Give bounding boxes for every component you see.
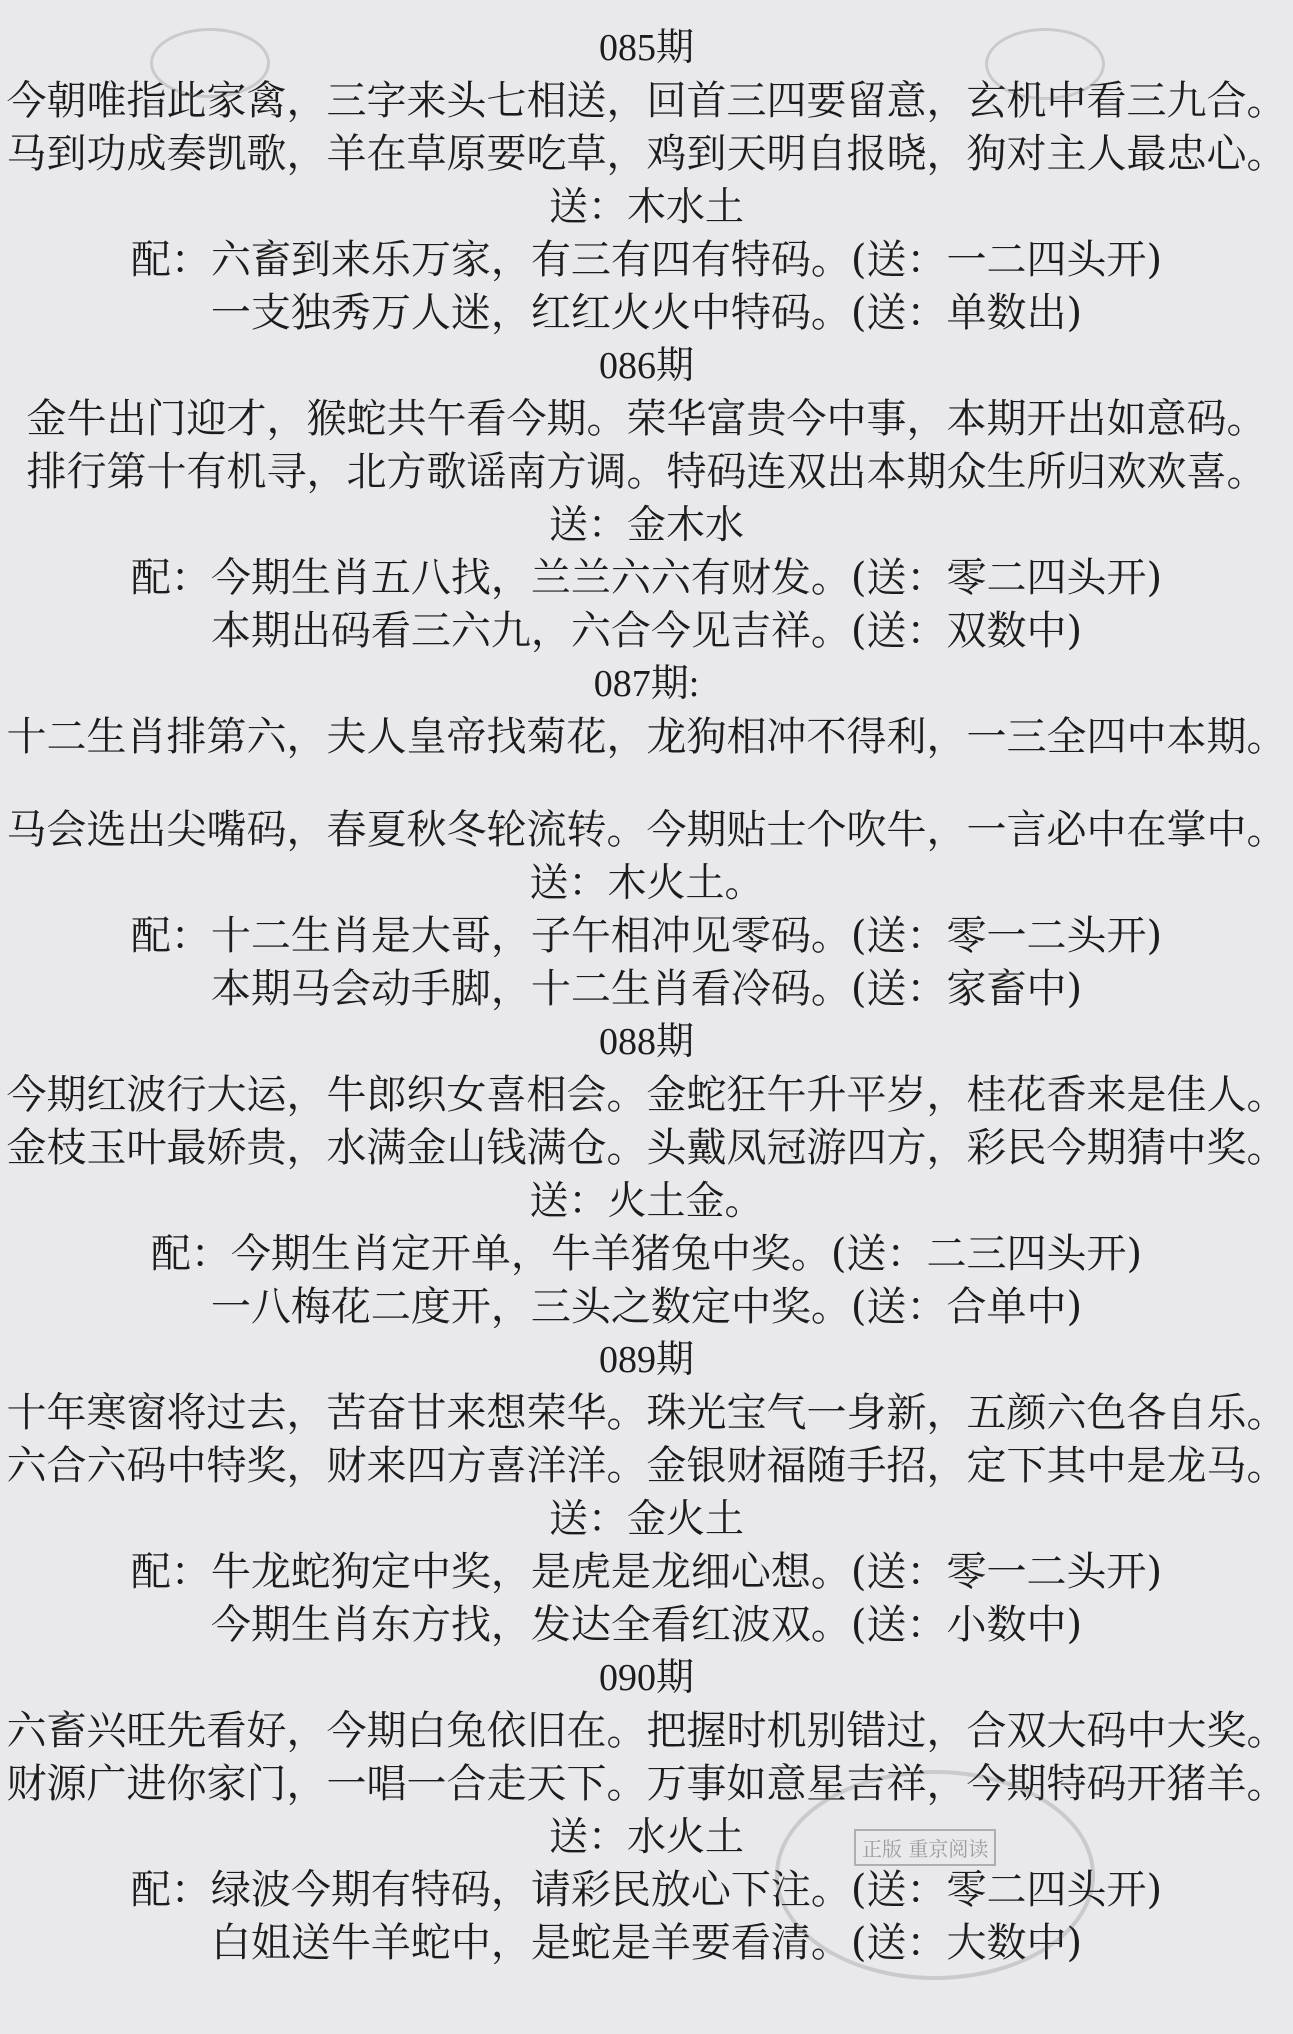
match-line: 配：牛龙蛇狗定中奖，是虎是龙细心想。(送：零一二头开) xyxy=(130,1549,1163,1595)
seal-stamp-top-right xyxy=(985,28,1105,100)
period-heading: 088期 xyxy=(598,1021,694,1063)
stamp-label: 正版 重京阅读 xyxy=(854,1829,996,1866)
period-heading: 086期 xyxy=(598,345,694,387)
period-heading: 089期 xyxy=(598,1339,694,1381)
verse-line: 十二生肖排第六，夫人皇帝找菊花，龙狗相冲不得利，一三全四中本期。 xyxy=(6,714,1287,760)
send-line: 送：木水土 xyxy=(548,185,744,230)
match-line: 白姐送牛羊蛇中，是蛇是羊要看清。(送：大数中) xyxy=(210,1920,1083,1966)
verse-line: 六合六码中特奖，财来四方喜洋洋。金银财福随手招，定下其中是龙马。 xyxy=(6,1443,1287,1489)
match-line: 配：十二生肖是大哥，子午相冲见零码。(送：零一二头开) xyxy=(130,913,1163,959)
verse-line: 排行第十有机寻，北方歌谣南方调。特码连双出本期众生所归欢欢喜。 xyxy=(26,449,1267,495)
verse-line: 财源广进你家门，一唱一合走天下。万事如意星吉祥，今期特码开猪羊。 xyxy=(6,1761,1287,1807)
verse-line: 十年寒窗将过去，苦奋甘来想荣华。珠光宝气一身新，五颜六色各自乐。 xyxy=(6,1390,1287,1436)
period-heading: 090期 xyxy=(598,1657,694,1699)
verse-line: 金牛出门迎才，猴蛇共午看今期。荣华富贵今中事，本期开出如意码。 xyxy=(26,396,1267,442)
seal-stamp-bottom-right xyxy=(775,1770,1095,1980)
match-line: 一八梅花二度开，三头之数定中奖。(送：合单中) xyxy=(210,1284,1083,1330)
send-line: 送：金木水 xyxy=(548,503,744,548)
send-line: 送：金火土 xyxy=(548,1497,744,1542)
match-line: 配：绿波今期有特码，请彩民放心下注。(送：零二四头开) xyxy=(130,1867,1163,1913)
send-line: 送：木火土。 xyxy=(529,861,764,906)
verse-line: 今朝唯指此家禽，三字来头七相送，回首三四要留意，玄机中看三九合。 xyxy=(6,78,1287,124)
verse-line: 金枝玉叶最娇贵，水满金山钱满仓。头戴凤冠游四方，彩民今期猜中奖。 xyxy=(6,1125,1287,1171)
send-line: 送：水火土 xyxy=(548,1815,744,1860)
blank-spacer xyxy=(0,764,1293,804)
match-line: 本期出码看三六九，六合今见吉祥。(送：双数中) xyxy=(210,608,1083,654)
match-line: 配：六畜到来乐万家，有三有四有特码。(送：一二四头开) xyxy=(130,237,1163,283)
text-body xyxy=(0,22,1293,1970)
verse-line: 马到功成奏凯歌，羊在草原要吃草，鸡到天明自报晓，狗对主人最忠心。 xyxy=(6,131,1287,177)
verse-line: 今期红波行大运，牛郎织女喜相会。金蛇狂午升平岁，桂花香来是佳人。 xyxy=(6,1072,1287,1118)
match-line: 配：今期生肖五八找，兰兰六六有财发。(送：零二四头开) xyxy=(130,555,1163,601)
match-line: 今期生肖东方找，发达全看红波双。(送：小数中) xyxy=(210,1602,1083,1648)
verse-line: 马会选出尖嘴码，春夏秋冬轮流转。今期贴士个吹牛，一言必中在掌中。 xyxy=(6,807,1287,853)
match-line: 一支独秀万人迷，红红火火中特码。(送：单数出) xyxy=(210,290,1083,336)
period-heading: 087期: xyxy=(593,663,700,705)
seal-stamp-top-left xyxy=(150,28,270,98)
verse-line: 六畜兴旺先看好，今期白兔依旧在。把握时机别错过，合双大码中大奖。 xyxy=(6,1708,1287,1754)
period-heading: 085期 xyxy=(598,27,694,69)
match-line: 本期马会动手脚，十二生肖看冷码。(送：家畜中) xyxy=(210,966,1083,1012)
send-line: 送：火土金。 xyxy=(529,1179,764,1224)
match-line: 配：今期生肖定开单，牛羊猪兔中奖。(送：二三四头开) xyxy=(150,1231,1143,1277)
